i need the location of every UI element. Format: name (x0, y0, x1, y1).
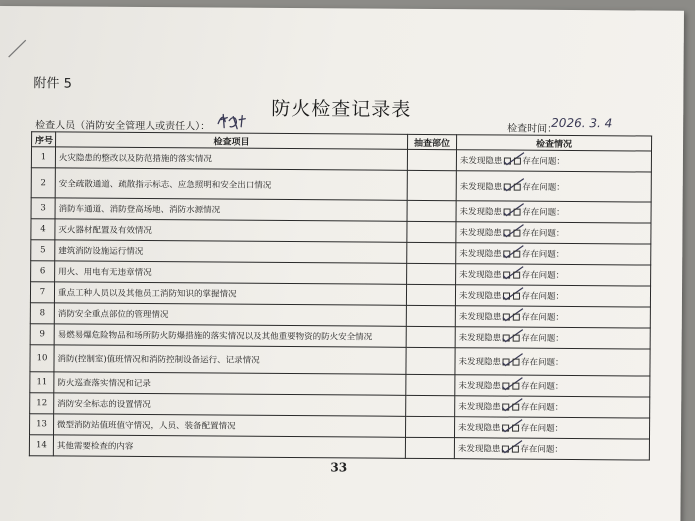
page-number: 33 (330, 460, 348, 475)
no-hazard-text: 未发现隐患 (458, 333, 502, 344)
row-status (454, 438, 649, 460)
header-item: 检查项目 (56, 132, 408, 149)
table-body (29, 147, 651, 460)
row-number: 4 (31, 219, 55, 240)
no-hazard-text: 未发现隐患 (459, 181, 503, 193)
has-issue-text: 存在问题： (521, 228, 565, 239)
has-issue-checkbox[interactable] (513, 158, 520, 165)
page-title: 防火检查记录表 (271, 97, 412, 121)
row-spot (407, 170, 456, 200)
header-spot: 抽查部位 (408, 134, 457, 149)
no-hazard-checkbox[interactable] (502, 383, 509, 390)
row-item: 消防安全重点部位的管理情况 (54, 303, 406, 326)
has-issue-text: 存在问题： (521, 333, 564, 344)
no-hazard-checkbox[interactable] (503, 272, 510, 279)
has-issue-text: 存在问题： (520, 423, 564, 434)
no-hazard-checkbox[interactable] (501, 446, 508, 453)
has-issue-text: 存在问题： (522, 156, 565, 167)
has-issue-text: 存在问题： (521, 291, 565, 302)
has-issue-text: 存在问题： (521, 357, 564, 368)
no-hazard-checkbox[interactable] (502, 425, 509, 432)
row-status (456, 264, 651, 286)
row-number: 9 (30, 324, 54, 345)
row-item: 安全疏散通道、疏散指示标志、应急照明和安全出口情况 (55, 168, 407, 200)
no-hazard-text: 未发现隐患 (458, 291, 502, 302)
inspection-time-label: 检查时间： (507, 123, 558, 135)
no-hazard-text: 未发现隐患 (458, 312, 502, 323)
has-issue-text: 存在问题： (522, 207, 565, 218)
row-spot (406, 347, 455, 374)
row-item: 易燃易爆危险物品和场所防火防爆措施的落实情况以及其他重要物资的防火安全情况 (54, 324, 406, 347)
no-hazard-checkbox[interactable] (502, 314, 509, 321)
has-issue-checkbox[interactable] (512, 293, 519, 300)
no-hazard-checkbox[interactable] (502, 293, 509, 300)
row-number: 11 (30, 372, 54, 393)
no-hazard-text: 未发现隐患 (459, 249, 502, 260)
row-spot (406, 284, 455, 305)
no-hazard-checkbox[interactable] (503, 158, 510, 165)
table-row (29, 435, 649, 460)
has-issue-checkbox[interactable] (512, 425, 519, 432)
pen-stroke-mark (6, 36, 30, 60)
has-issue-checkbox[interactable] (513, 272, 520, 279)
paper-sheet (0, 6, 684, 521)
has-issue-text: 存在问题： (520, 381, 564, 392)
row-status (456, 171, 651, 202)
inspector-label: 检查人员（消防安全管理人或责任人）： (35, 120, 211, 133)
no-hazard-checkbox[interactable] (503, 209, 510, 216)
row-item: 消防(控制室)值班情况和消防控制设备运行、记录情况 (54, 345, 406, 374)
row-item: 火灾隐患的整改以及防范措施的落实情况 (55, 147, 407, 170)
no-hazard-text: 未发现隐患 (457, 444, 501, 455)
no-hazard-checkbox[interactable] (502, 359, 509, 366)
has-issue-text: 存在问题： (521, 270, 565, 281)
row-number: 10 (30, 345, 54, 372)
row-spot (406, 326, 455, 347)
row-status (455, 375, 650, 397)
no-hazard-checkbox[interactable] (503, 230, 510, 237)
row-spot (406, 305, 455, 326)
row-spot (406, 374, 455, 395)
row-item: 重点工种人员以及其他员工消防知识的掌握情况 (54, 282, 406, 305)
row-number: 2 (31, 168, 55, 198)
no-hazard-text: 未发现隐患 (458, 357, 502, 368)
has-issue-text: 存在问题： (521, 312, 564, 323)
row-spot (407, 149, 456, 170)
row-status (456, 150, 651, 172)
row-item: 其他需要检查的内容 (53, 435, 405, 458)
no-hazard-text: 未发现隐患 (459, 207, 503, 218)
row-number: 13 (30, 414, 54, 435)
attachment-label: 附件 5 (33, 76, 72, 92)
row-number: 5 (31, 240, 55, 261)
row-status (455, 348, 650, 376)
no-hazard-checkbox[interactable] (503, 251, 510, 258)
row-item: 消防安全标志的设置情况 (54, 393, 406, 416)
no-hazard-checkbox[interactable] (502, 335, 509, 342)
row-status (456, 222, 651, 244)
has-issue-checkbox[interactable] (513, 183, 520, 190)
no-hazard-text: 未发现隐患 (458, 423, 501, 434)
row-spot (405, 437, 454, 458)
row-status (455, 285, 650, 307)
header-no: 序号 (32, 132, 56, 147)
row-item: 灭火器材配置及有效情况 (55, 219, 407, 242)
has-issue-checkbox[interactable] (513, 209, 520, 216)
has-issue-text: 存在问题： (520, 402, 564, 413)
no-hazard-checkbox[interactable] (502, 404, 509, 411)
has-issue-checkbox[interactable] (512, 359, 519, 366)
has-issue-text: 存在问题： (521, 249, 565, 260)
no-hazard-checkbox[interactable] (503, 183, 510, 190)
no-hazard-text: 未发现隐患 (459, 156, 503, 167)
row-number: 7 (30, 282, 54, 303)
row-number: 14 (29, 435, 53, 456)
row-status (456, 243, 651, 265)
row-number: 8 (30, 303, 54, 324)
table-row (30, 345, 650, 376)
row-item: 防火巡查落实情况和记录 (54, 372, 406, 395)
row-spot (405, 416, 454, 437)
row-status (455, 327, 650, 349)
row-status (455, 306, 650, 328)
row-number: 12 (30, 393, 54, 414)
table-row (31, 168, 651, 202)
row-item: 建筑消防设施运行情况 (55, 240, 407, 263)
row-number: 1 (31, 147, 55, 168)
inspector-signature (215, 112, 251, 132)
row-status (456, 201, 651, 223)
row-spot (407, 221, 456, 242)
has-issue-checkbox[interactable] (513, 230, 520, 237)
no-hazard-text: 未发现隐患 (458, 381, 501, 392)
has-issue-checkbox[interactable] (512, 335, 519, 342)
row-status (454, 417, 649, 439)
row-status (455, 396, 650, 418)
fire-inspection-table (29, 131, 652, 460)
row-item: 微型消防站值班值守情况，人员、装备配置情况 (54, 414, 406, 437)
has-issue-text: 存在问题： (520, 444, 563, 455)
row-spot (407, 263, 456, 284)
no-hazard-text: 未发现隐患 (459, 228, 502, 239)
has-issue-text: 存在问题： (522, 182, 565, 193)
has-issue-checkbox[interactable] (511, 446, 518, 453)
header-status: 检查情况 (457, 135, 652, 151)
row-item: 消防车通道、消防登高场地、消防水源情况 (55, 198, 407, 221)
row-number: 6 (31, 261, 55, 282)
has-issue-checkbox[interactable] (512, 383, 519, 390)
row-item: 用火、用电有无违章情况 (55, 261, 407, 284)
row-number: 3 (31, 198, 55, 219)
no-hazard-text: 未发现隐患 (458, 402, 501, 413)
inspection-time-value: 2026. 3. 4 (551, 115, 613, 131)
has-issue-checkbox[interactable] (513, 251, 520, 258)
has-issue-checkbox[interactable] (512, 404, 519, 411)
row-spot (407, 242, 456, 263)
row-spot (407, 200, 456, 221)
no-hazard-text: 未发现隐患 (459, 270, 502, 281)
has-issue-checkbox[interactable] (512, 314, 519, 321)
row-spot (406, 395, 455, 416)
